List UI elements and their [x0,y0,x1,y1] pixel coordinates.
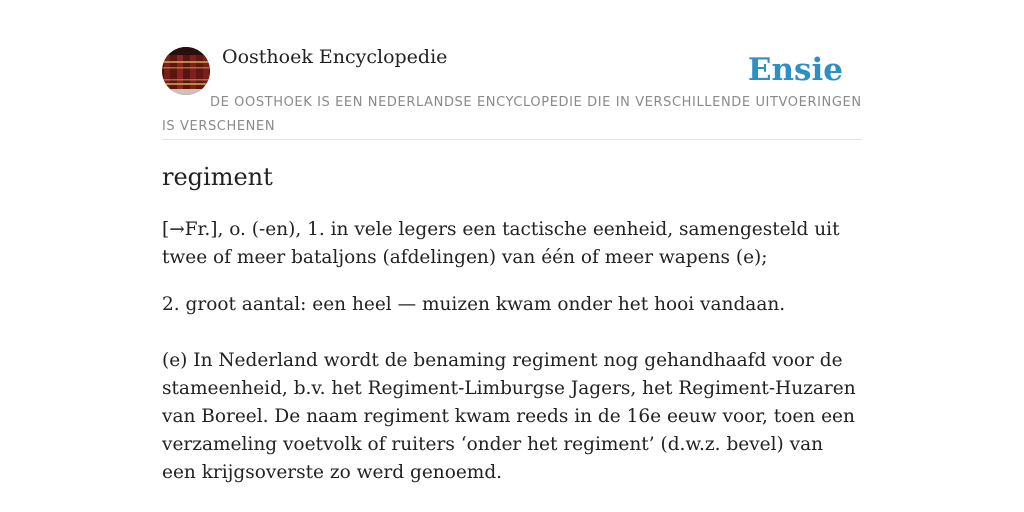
explanation-paragraph: (e) In Nederland wordt de benaming regiment nog gehandhaafd voor de stameenheid, b.v. het Regiment-Limburgse Jagers, het Regiment-Huzaren van Boreel. De naam regiment kwam reeds in de 16e eeuw voor, toen een verzameling voetvolk of ruiters ‘onder het regiment’ (d.w.z. bevel) van een krijgsoverste zo werd genoemd. [162,350,856,483]
source-description: DE OOSTHOEK IS EEN NEDERLANDSE ENCYCLOPEDIE DIE IN VERSCHILLENDE UITVOERINGEN IS VERSCHENEN [162,95,862,134]
brand-logo[interactable]: Ensie [747,52,843,88]
definition-paragraph-2: 2. groot aantal: een heel — muizen kwam onder het hooi vandaan. [162,294,786,315]
entry-headword: regiment [162,163,273,191]
source-title[interactable]: Oosthoek Encyclopedie [222,46,448,68]
definition-paragraph-1: [→Fr.], o. (-en), 1. in vele legers een tactische eenheid, samengesteld uit twee of meer bataljons (afdelingen) van één of meer wapens (e); [162,219,840,268]
divider [162,139,862,140]
encyclopedia-books-icon[interactable] [162,47,210,95]
